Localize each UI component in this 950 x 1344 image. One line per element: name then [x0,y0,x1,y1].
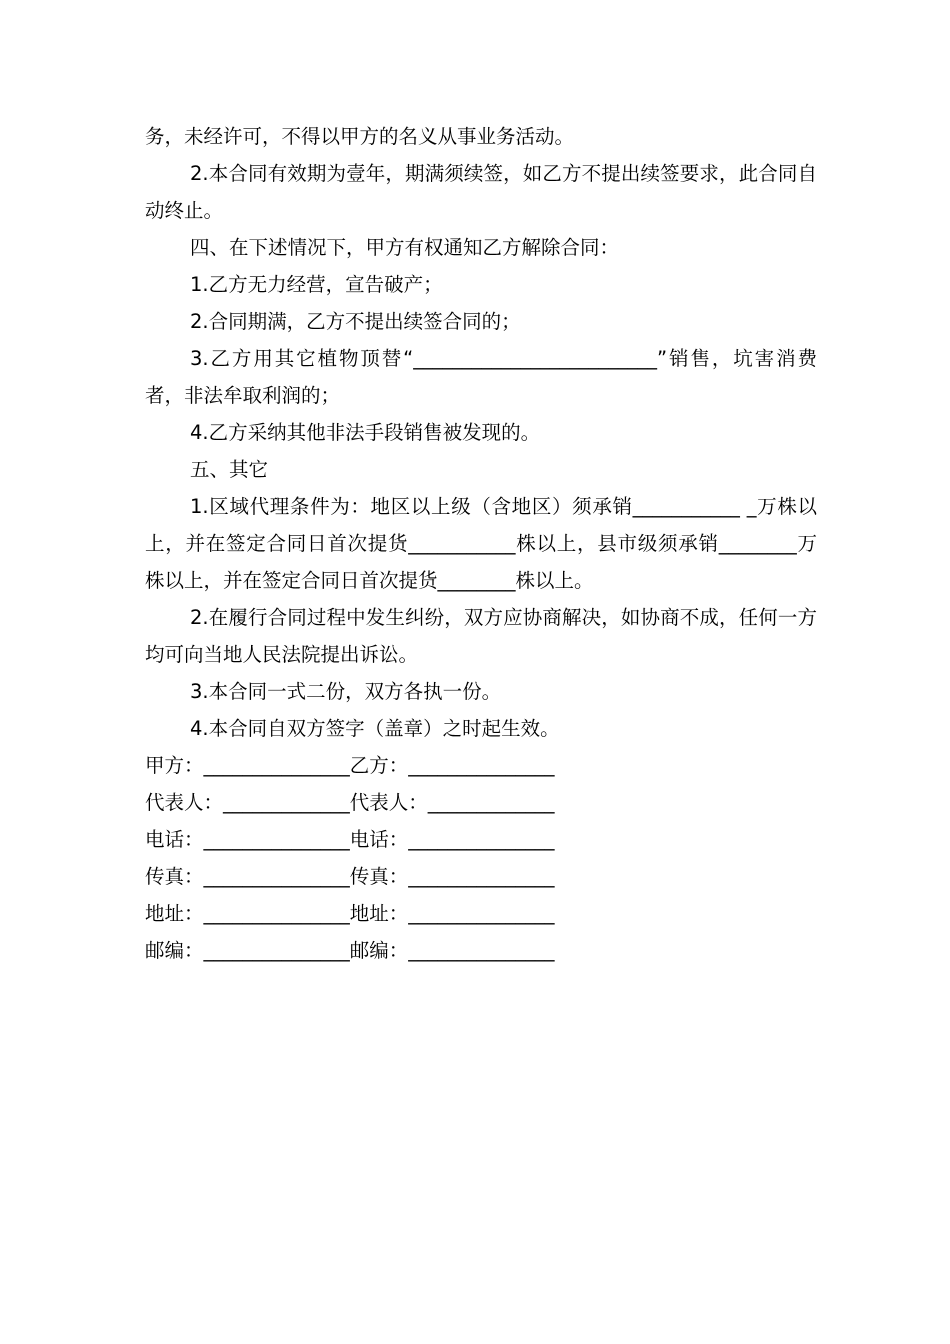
signature-row-address: 地址：_______________地址：_______________ [145,902,555,925]
other-item-1: 1.区域代理条件为：地区以上级（含地区）须承销___________ _万株以上，并在签定合同日首次提货___________株以上，县市级须承销________万株以上，并在签定合同日首次提货________株以上。 [145,495,817,592]
other-item-4: 4.本合同自双方签字（盖章）之时起生效。 [190,717,560,740]
paragraph-continuation: 务，未经许可，不得以甲方的名义从事业务活动。 [145,125,575,148]
termination-item-1: 1.乙方无力经营，宣告破产； [190,273,443,296]
contract-body [145,118,817,969]
section-heading-termination: 四、在下述情况下，甲方有权通知乙方解除合同： [190,236,620,259]
termination-item-4: 4.乙方采纳其他非法手段销售被发现的。 [190,421,541,444]
other-item-3: 3.本合同一式二份，双方各执一份。 [190,680,502,703]
section-heading-other: 五、其它 [190,458,269,481]
signature-row-representative: 代表人：_____________代表人：_____________ [145,791,555,814]
termination-item-3: 3.乙方用其它植物顶替“_________________________”销售，坑害消费者，非法牟取利润的； [145,347,817,407]
other-item-2: 2.在履行合同过程中发生纠纷，双方应协商解决，如协商不成，任何一方均可向当地人民法院提出诉讼。 [145,606,817,666]
signature-row-postcode: 邮编：_______________邮编：_______________ [145,939,555,962]
signature-row-phone: 电话：_______________电话：_______________ [145,828,555,851]
signature-row-party: 甲方：_______________乙方：_______________ [145,754,555,777]
paragraph-validity-term: 2.本合同有效期为壹年，期满须续签，如乙方不提出续签要求，此合同自动终止。 [145,162,817,222]
termination-item-2: 2.合同期满，乙方不提出续签合同的； [190,310,521,333]
signature-row-fax: 传真：_______________传真：_______________ [145,865,555,888]
signature-block [145,747,817,969]
